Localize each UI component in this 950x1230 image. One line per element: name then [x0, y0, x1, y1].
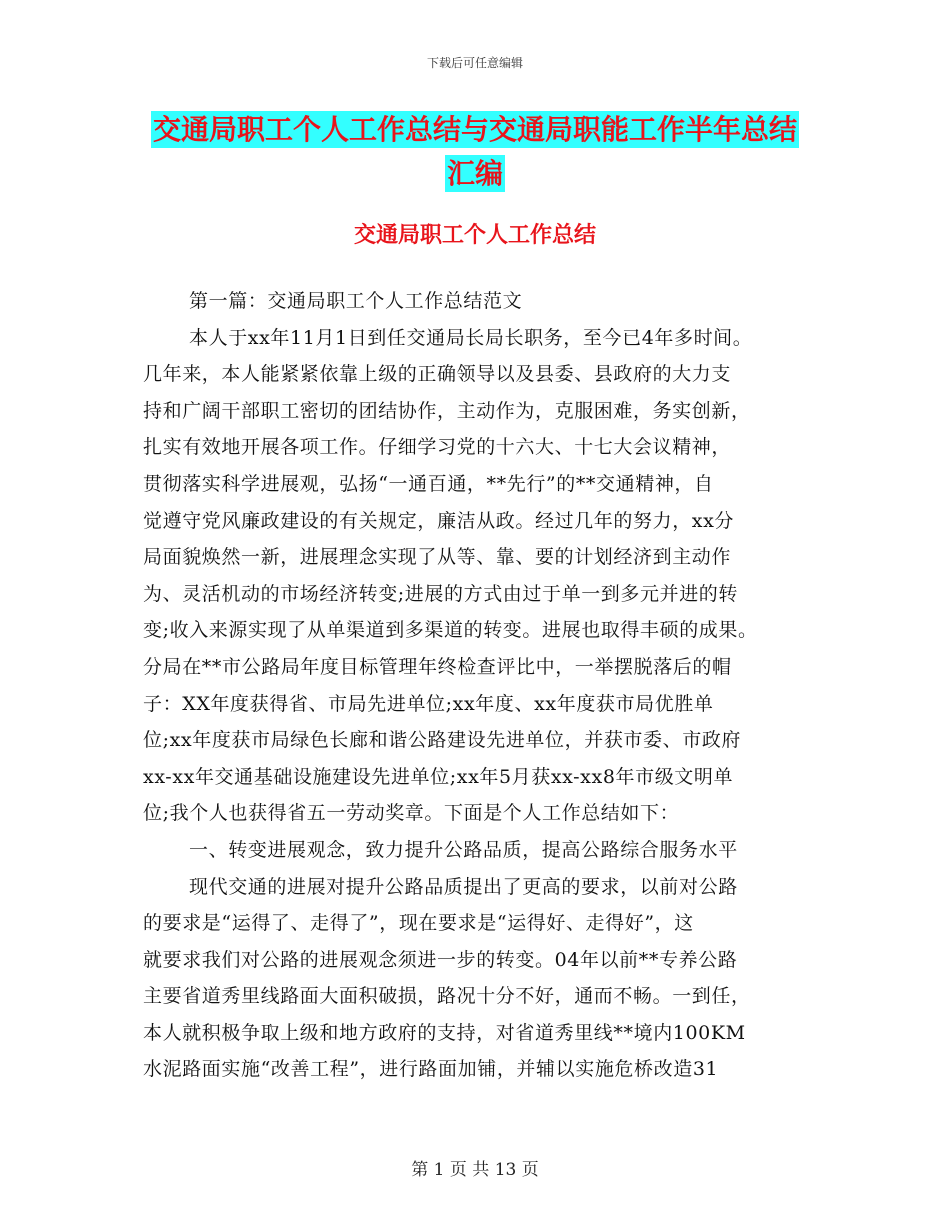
body-line: 现代交通的进展对提升公路品质提出了更高的要求，以前对公路 [189, 875, 738, 898]
body-line: 觉遵守党风廉政建设的有关规定，廉洁从政。经过几年的努力，xx分 [143, 509, 735, 532]
body-line: 的要求是“运得了、走得了”，现在要求是“运得好、走得好”，这 [143, 912, 694, 935]
body-text [143, 283, 833, 1088]
body-line: 位;xx年度获市局绿色长廊和谐公路建设先进单位，并获市委、市政府 [143, 729, 742, 752]
body-line: xx-xx年交通基础设施建设先进单位;xx年5月获xx-xx8年市级文明单 [143, 765, 734, 788]
document-title-line-2: 汇编 [446, 157, 503, 190]
body-line: 第一篇：交通局职工个人工作总结范文 [189, 290, 523, 312]
body-line: 一、转变进展观念，致力提升公路品质，提高公路综合服务水平 [189, 838, 738, 861]
body-line: 主要省道秀里线路面大面积破损，路况十分不好，通而不畅。一到任， [143, 985, 751, 1008]
section-title: 交通局职工个人工作总结 [353, 223, 596, 248]
body-line: 分局在**市公路局年度目标管理年终检查评比中，一举摆脱落后的帽 [143, 655, 732, 678]
body-line: 本人于xx年11月1日到任交通局长局长职务，至今已4年多时间。 [189, 326, 753, 349]
body-line: 子：XX年度获得省、市局先进单位;xx年度、xx年度获市局优胜单 [143, 692, 714, 715]
body-line: 局面貌焕然一新，进展理念实现了从等、靠、要的计划经济到主动作 [143, 546, 732, 569]
body-line: 持和广阔干部职工密切的团结协作，主动作为，克服困难，务实创新， [143, 399, 751, 422]
document-title [140, 108, 810, 196]
body-line: 贯彻落实科学进展观，弘扬“一通百通，**先行”的**交通精神，自 [143, 472, 714, 495]
body-line: 位;我个人也获得省五一劳动奖章。下面是个人工作总结如下： [143, 802, 680, 825]
body-line: 水泥路面实施“改善工程”，进行路面加铺，并辅以实施危桥改造31 [143, 1058, 719, 1081]
page-header-note: 下载后可任意编辑 [426, 56, 523, 70]
body-line: 就要求我们对公路的进展观念须进一步的转变。04年以前**专养公路 [143, 948, 738, 971]
body-line: 变;收入来源实现了从单渠道到多渠道的转变。进展也取得丰硕的成果。 [143, 619, 758, 642]
document-title-line-1: 交通局职工个人工作总结与交通局职能工作半年总结 [152, 113, 797, 146]
body-line: 扎实有效地开展各项工作。仔细学习党的十六大、十七大会议精神， [143, 436, 732, 459]
body-line: 本人就积极争取上级和地方政府的支持，对省道秀里线**境内100KM [143, 1021, 746, 1044]
body-line: 为、灵活机动的市场经济转变;进展的方式由过于单一到多元并进的转 [143, 582, 739, 605]
page-number-footer: 第 1 页 共 13 页 [411, 1160, 539, 1180]
body-line: 几年来，本人能紧紧依靠上级的正确领导以及县委、县政府的大力支 [143, 363, 732, 386]
